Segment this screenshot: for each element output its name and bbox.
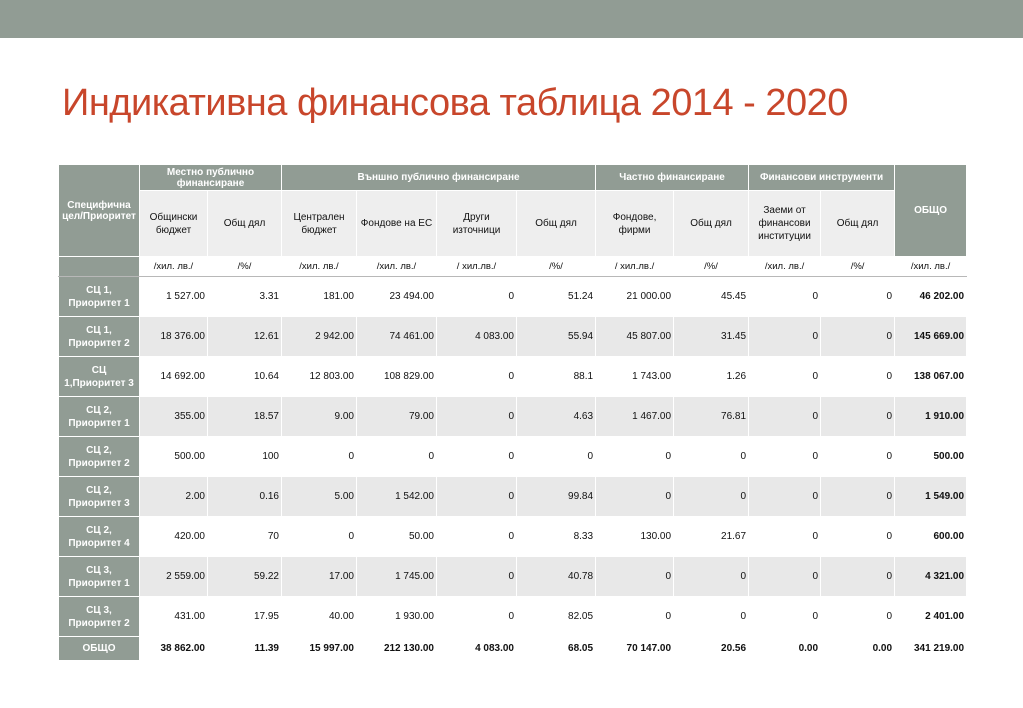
table-cell: 0 xyxy=(821,477,895,517)
slide-title: Индикативна финансова таблица 2014 - 2020 xyxy=(62,82,848,124)
total-cell: 70 147.00 xyxy=(596,637,674,661)
row-total-cell: 2 401.00 xyxy=(895,597,967,637)
table-cell: 1 527.00 xyxy=(140,277,208,317)
row-label: СЦ 3, Приоритет 1 xyxy=(59,557,140,597)
row-total-cell: 1 910.00 xyxy=(895,397,967,437)
table-row xyxy=(59,317,967,357)
grand-total-cell: 341 219.00 xyxy=(895,637,967,661)
table-cell: 0 xyxy=(437,557,517,597)
row-label: СЦ 2, Приоритет 1 xyxy=(59,397,140,437)
header-corner: Специфична цел/Приоритет xyxy=(59,165,140,257)
header-sub-cell: Общински бюджет xyxy=(140,191,208,257)
table-cell: 3.31 xyxy=(208,277,282,317)
row-total-cell: 145 669.00 xyxy=(895,317,967,357)
table-cell: 31.45 xyxy=(674,317,749,357)
table-cell: 2 559.00 xyxy=(140,557,208,597)
table-cell: 21 000.00 xyxy=(596,277,674,317)
table-cell: 0 xyxy=(674,597,749,637)
unit-cell: /хил. лв./ xyxy=(749,257,821,277)
table-cell: 45.45 xyxy=(674,277,749,317)
total-cell: 0.00 xyxy=(749,637,821,661)
total-row-label: ОБЩО xyxy=(59,637,140,661)
financial-table xyxy=(58,164,967,661)
table-cell: 0 xyxy=(596,597,674,637)
table-cell: 17.00 xyxy=(282,557,357,597)
table-cell: 0 xyxy=(749,317,821,357)
table-cell: 2 942.00 xyxy=(282,317,357,357)
table-cell: 0 xyxy=(437,437,517,477)
table-cell: 4 083.00 xyxy=(437,317,517,357)
row-label: СЦ 1, Приоритет 2 xyxy=(59,317,140,357)
table-cell: 0 xyxy=(821,357,895,397)
table-cell: 14 692.00 xyxy=(140,357,208,397)
unit-cell: / хил.лв./ xyxy=(596,257,674,277)
total-cell: 20.56 xyxy=(674,637,749,661)
total-cell: 4 083.00 xyxy=(437,637,517,661)
table-cell: 76.81 xyxy=(674,397,749,437)
row-label: СЦ 1,Приоритет 3 xyxy=(59,357,140,397)
total-cell: 68.05 xyxy=(517,637,596,661)
table-cell: 0 xyxy=(282,517,357,557)
table-cell: 181.00 xyxy=(282,277,357,317)
table-cell: 0 xyxy=(674,437,749,477)
row-total-cell: 1 549.00 xyxy=(895,477,967,517)
table-cell: 5.00 xyxy=(282,477,357,517)
table-cell: 2.00 xyxy=(140,477,208,517)
table-cell: 10.64 xyxy=(208,357,282,397)
header-sub-cell: Общ дял xyxy=(208,191,282,257)
table-cell: 0 xyxy=(357,437,437,477)
table-row xyxy=(59,477,967,517)
table-cell: 420.00 xyxy=(140,517,208,557)
total-row xyxy=(59,637,967,661)
table-cell: 431.00 xyxy=(140,597,208,637)
table-row xyxy=(59,597,967,637)
header-total: ОБЩО xyxy=(895,165,967,257)
table-cell: 45 807.00 xyxy=(596,317,674,357)
total-cell: 38 862.00 xyxy=(140,637,208,661)
table-cell: 0 xyxy=(437,597,517,637)
table-cell: 1.26 xyxy=(674,357,749,397)
unit-cell: /%/ xyxy=(517,257,596,277)
table-cell: 17.95 xyxy=(208,597,282,637)
header-local-public: Местно публично финансиране xyxy=(140,165,282,191)
row-label: СЦ 1, Приоритет 1 xyxy=(59,277,140,317)
table-row xyxy=(59,357,967,397)
table-cell: 0.16 xyxy=(208,477,282,517)
row-total-cell: 4 321.00 xyxy=(895,557,967,597)
table-cell: 0 xyxy=(749,277,821,317)
table-cell: 0 xyxy=(674,477,749,517)
header-group-row xyxy=(59,165,967,191)
unit-cell: /%/ xyxy=(821,257,895,277)
table-cell: 100 xyxy=(208,437,282,477)
row-label: СЦ 2, Приоритет 3 xyxy=(59,477,140,517)
table-cell: 0 xyxy=(749,397,821,437)
table-cell: 0 xyxy=(749,517,821,557)
table-cell: 0 xyxy=(821,597,895,637)
unit-cell: /%/ xyxy=(208,257,282,277)
table-cell: 1 542.00 xyxy=(357,477,437,517)
unit-cell: /хил. лв./ xyxy=(895,257,967,277)
header-private: Частно финансиране xyxy=(596,165,749,191)
table-cell: 0 xyxy=(437,277,517,317)
table-cell: 0 xyxy=(596,557,674,597)
table-cell: 0 xyxy=(596,437,674,477)
total-cell: 11.39 xyxy=(208,637,282,661)
table-cell: 0 xyxy=(596,477,674,517)
table-cell: 23 494.00 xyxy=(357,277,437,317)
table-cell: 0 xyxy=(437,517,517,557)
table-cell: 0 xyxy=(749,597,821,637)
table-cell: 40.00 xyxy=(282,597,357,637)
table-row xyxy=(59,557,967,597)
table-cell: 82.05 xyxy=(517,597,596,637)
table-cell: 0 xyxy=(749,357,821,397)
table-row xyxy=(59,277,967,317)
table-cell: 0 xyxy=(749,557,821,597)
table-cell: 0 xyxy=(437,477,517,517)
row-total-cell: 138 067.00 xyxy=(895,357,967,397)
table-cell: 0 xyxy=(517,437,596,477)
header-sub-cell: Заеми от финансови институции xyxy=(749,191,821,257)
table-row xyxy=(59,437,967,477)
unit-cell: /хил. лв./ xyxy=(140,257,208,277)
table-cell: 130.00 xyxy=(596,517,674,557)
table-cell: 0 xyxy=(674,557,749,597)
table-cell: 55.94 xyxy=(517,317,596,357)
table-cell: 59.22 xyxy=(208,557,282,597)
header-sub-cell: Общ дял xyxy=(821,191,895,257)
top-decor-bar xyxy=(0,0,1023,38)
table-cell: 9.00 xyxy=(282,397,357,437)
table-cell: 0 xyxy=(437,357,517,397)
table-cell: 12.61 xyxy=(208,317,282,357)
table-cell: 18.57 xyxy=(208,397,282,437)
table-cell: 0 xyxy=(821,557,895,597)
unit-cell: /%/ xyxy=(674,257,749,277)
table-cell: 12 803.00 xyxy=(282,357,357,397)
table-cell: 1 467.00 xyxy=(596,397,674,437)
table-cell: 88.1 xyxy=(517,357,596,397)
table-cell: 0 xyxy=(821,517,895,557)
table-cell: 1 745.00 xyxy=(357,557,437,597)
unit-cell: / хил.лв./ xyxy=(437,257,517,277)
header-instruments: Финансови инструменти xyxy=(749,165,895,191)
header-sub-cell: Фондове, фирми xyxy=(596,191,674,257)
unit-cell: /хил. лв./ xyxy=(282,257,357,277)
header-sub-cell: Централен бюджет xyxy=(282,191,357,257)
total-cell: 0.00 xyxy=(821,637,895,661)
table-cell: 0 xyxy=(821,277,895,317)
table-cell: 500.00 xyxy=(140,437,208,477)
table-cell: 40.78 xyxy=(517,557,596,597)
units-row xyxy=(59,257,967,277)
table-body xyxy=(59,165,967,661)
header-sub-cell: Други източници xyxy=(437,191,517,257)
table-cell: 0 xyxy=(821,437,895,477)
units-corner xyxy=(59,257,140,277)
table-cell: 108 829.00 xyxy=(357,357,437,397)
table-cell: 74 461.00 xyxy=(357,317,437,357)
table-cell: 0 xyxy=(821,397,895,437)
table-cell: 1 930.00 xyxy=(357,597,437,637)
row-total-cell: 500.00 xyxy=(895,437,967,477)
header-sub-cell: Фондове на ЕС xyxy=(357,191,437,257)
total-cell: 212 130.00 xyxy=(357,637,437,661)
row-label: СЦ 2, Приоритет 2 xyxy=(59,437,140,477)
row-total-cell: 46 202.00 xyxy=(895,277,967,317)
table-row xyxy=(59,397,967,437)
row-label: СЦ 2, Приоритет 4 xyxy=(59,517,140,557)
table-row xyxy=(59,517,967,557)
header-sub-cell: Общ дял xyxy=(517,191,596,257)
header-sub-row xyxy=(59,191,967,257)
table-cell: 51.24 xyxy=(517,277,596,317)
table-cell: 50.00 xyxy=(357,517,437,557)
row-total-cell: 600.00 xyxy=(895,517,967,557)
unit-cell: /хил. лв./ xyxy=(357,257,437,277)
table-cell: 355.00 xyxy=(140,397,208,437)
table-cell: 0 xyxy=(437,397,517,437)
table-cell: 0 xyxy=(821,317,895,357)
total-cell: 15 997.00 xyxy=(282,637,357,661)
header-external-public: Външно публично финансиране xyxy=(282,165,596,191)
table-cell: 18 376.00 xyxy=(140,317,208,357)
table-cell: 99.84 xyxy=(517,477,596,517)
table-cell: 4.63 xyxy=(517,397,596,437)
table-cell: 8.33 xyxy=(517,517,596,557)
table-cell: 0 xyxy=(749,437,821,477)
table-cell: 0 xyxy=(749,477,821,517)
table-cell: 0 xyxy=(282,437,357,477)
row-label: СЦ 3, Приоритет 2 xyxy=(59,597,140,637)
table-cell: 21.67 xyxy=(674,517,749,557)
table-cell: 70 xyxy=(208,517,282,557)
table-cell: 1 743.00 xyxy=(596,357,674,397)
header-sub-cell: Общ дял xyxy=(674,191,749,257)
table-cell: 79.00 xyxy=(357,397,437,437)
